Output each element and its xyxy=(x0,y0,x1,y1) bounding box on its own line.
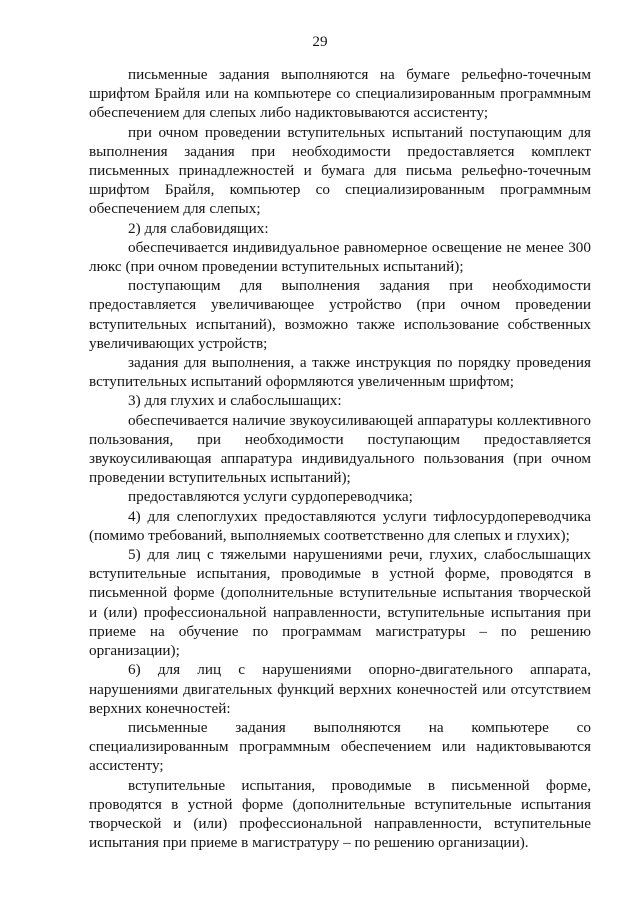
document-body xyxy=(89,65,591,852)
paragraph-speech-disorders: 5) для лиц с тяжелыми нарушениями речи, глухих, слабослышащих вступительные испытания, проводимые в устной форме, проводятся в письменной форме (дополнительные вступительные испытания творческой и (или) профессиональной направленности, вступительные испытания при приеме на обучение по программам магистратуры – по решению организации); xyxy=(89,546,591,660)
paragraph-enlarged-font: задания для выполнения, а также инструкция по порядку проведения вступительных испытаний оформляются увеличенным шрифтом; xyxy=(89,354,591,391)
paragraph-braille-written: письменные задания выполняются на бумаге рельефно-точечным шрифтом Брайля или на компьютере со специализированным программным обеспечением для слепых либо надиктовываются ассистенту; xyxy=(89,66,591,122)
paragraph-visually-impaired-heading: 2) для слабовидящих: xyxy=(128,219,269,237)
page-number: 29 xyxy=(312,33,328,50)
paragraph-sign-language: предоставляются услуги сурдопереводчика; xyxy=(128,488,413,506)
paragraph-hearing-impaired-heading: 3) для глухих и слабослышащих: xyxy=(128,392,342,410)
paragraph-deafblind: 4) для слепоглухих предоставляются услуги тифлосурдопереводчика (помимо требований, выполняемых соответственно для слепых и глухих); xyxy=(89,507,591,544)
paragraph-braille-supplies: при очном проведении вступительных испытаний поступающим для выполнения задания при необходимости предоставляется комплект письменных принадлежностей и бумага для письма рельефно-точечным шрифтом Брайля, компьютер со специализированным программным обеспечением для слепых; xyxy=(89,123,591,218)
paragraph-lighting: обеспечивается индивидуальное равномерное освещение не менее 300 люкс (при очном проведении вступительных испытаний); xyxy=(89,238,591,276)
paragraph-sound-equipment: обеспечивается наличие звукоусиливающей аппаратуры коллективного пользования, при необходимости поступающим предоставляется звукоусиливающая аппаратура индивидуального пользования (при очном проведении вступительных испытаний); xyxy=(89,411,591,487)
paragraph-computer-tasks: письменные задания выполняются на компьютере со специализированным программным обеспечением или надиктовываются ассистенту; xyxy=(89,718,591,775)
paragraph-magnifier: поступающим для выполнения задания при необходимости предоставляется увеличивающее устройство (при очном проведении вступительных испытаний), возможно также использование собственных увеличивающих устройств; xyxy=(89,277,591,352)
paragraph-musculoskeletal-heading: 6) для лиц с нарушениями опорно-двигательного аппарата, нарушениями двигательных функций верхних конечностей или отсутствием верхних конечностей: xyxy=(89,661,591,717)
paragraph-oral-form: вступительные испытания, проводимые в письменной форме, проводятся в устной форме (дополнительные вступительные испытания творческой и (или) профессиональной направленности, вступительные испытания при приеме в магистратуру – по решению организации). xyxy=(89,776,591,852)
